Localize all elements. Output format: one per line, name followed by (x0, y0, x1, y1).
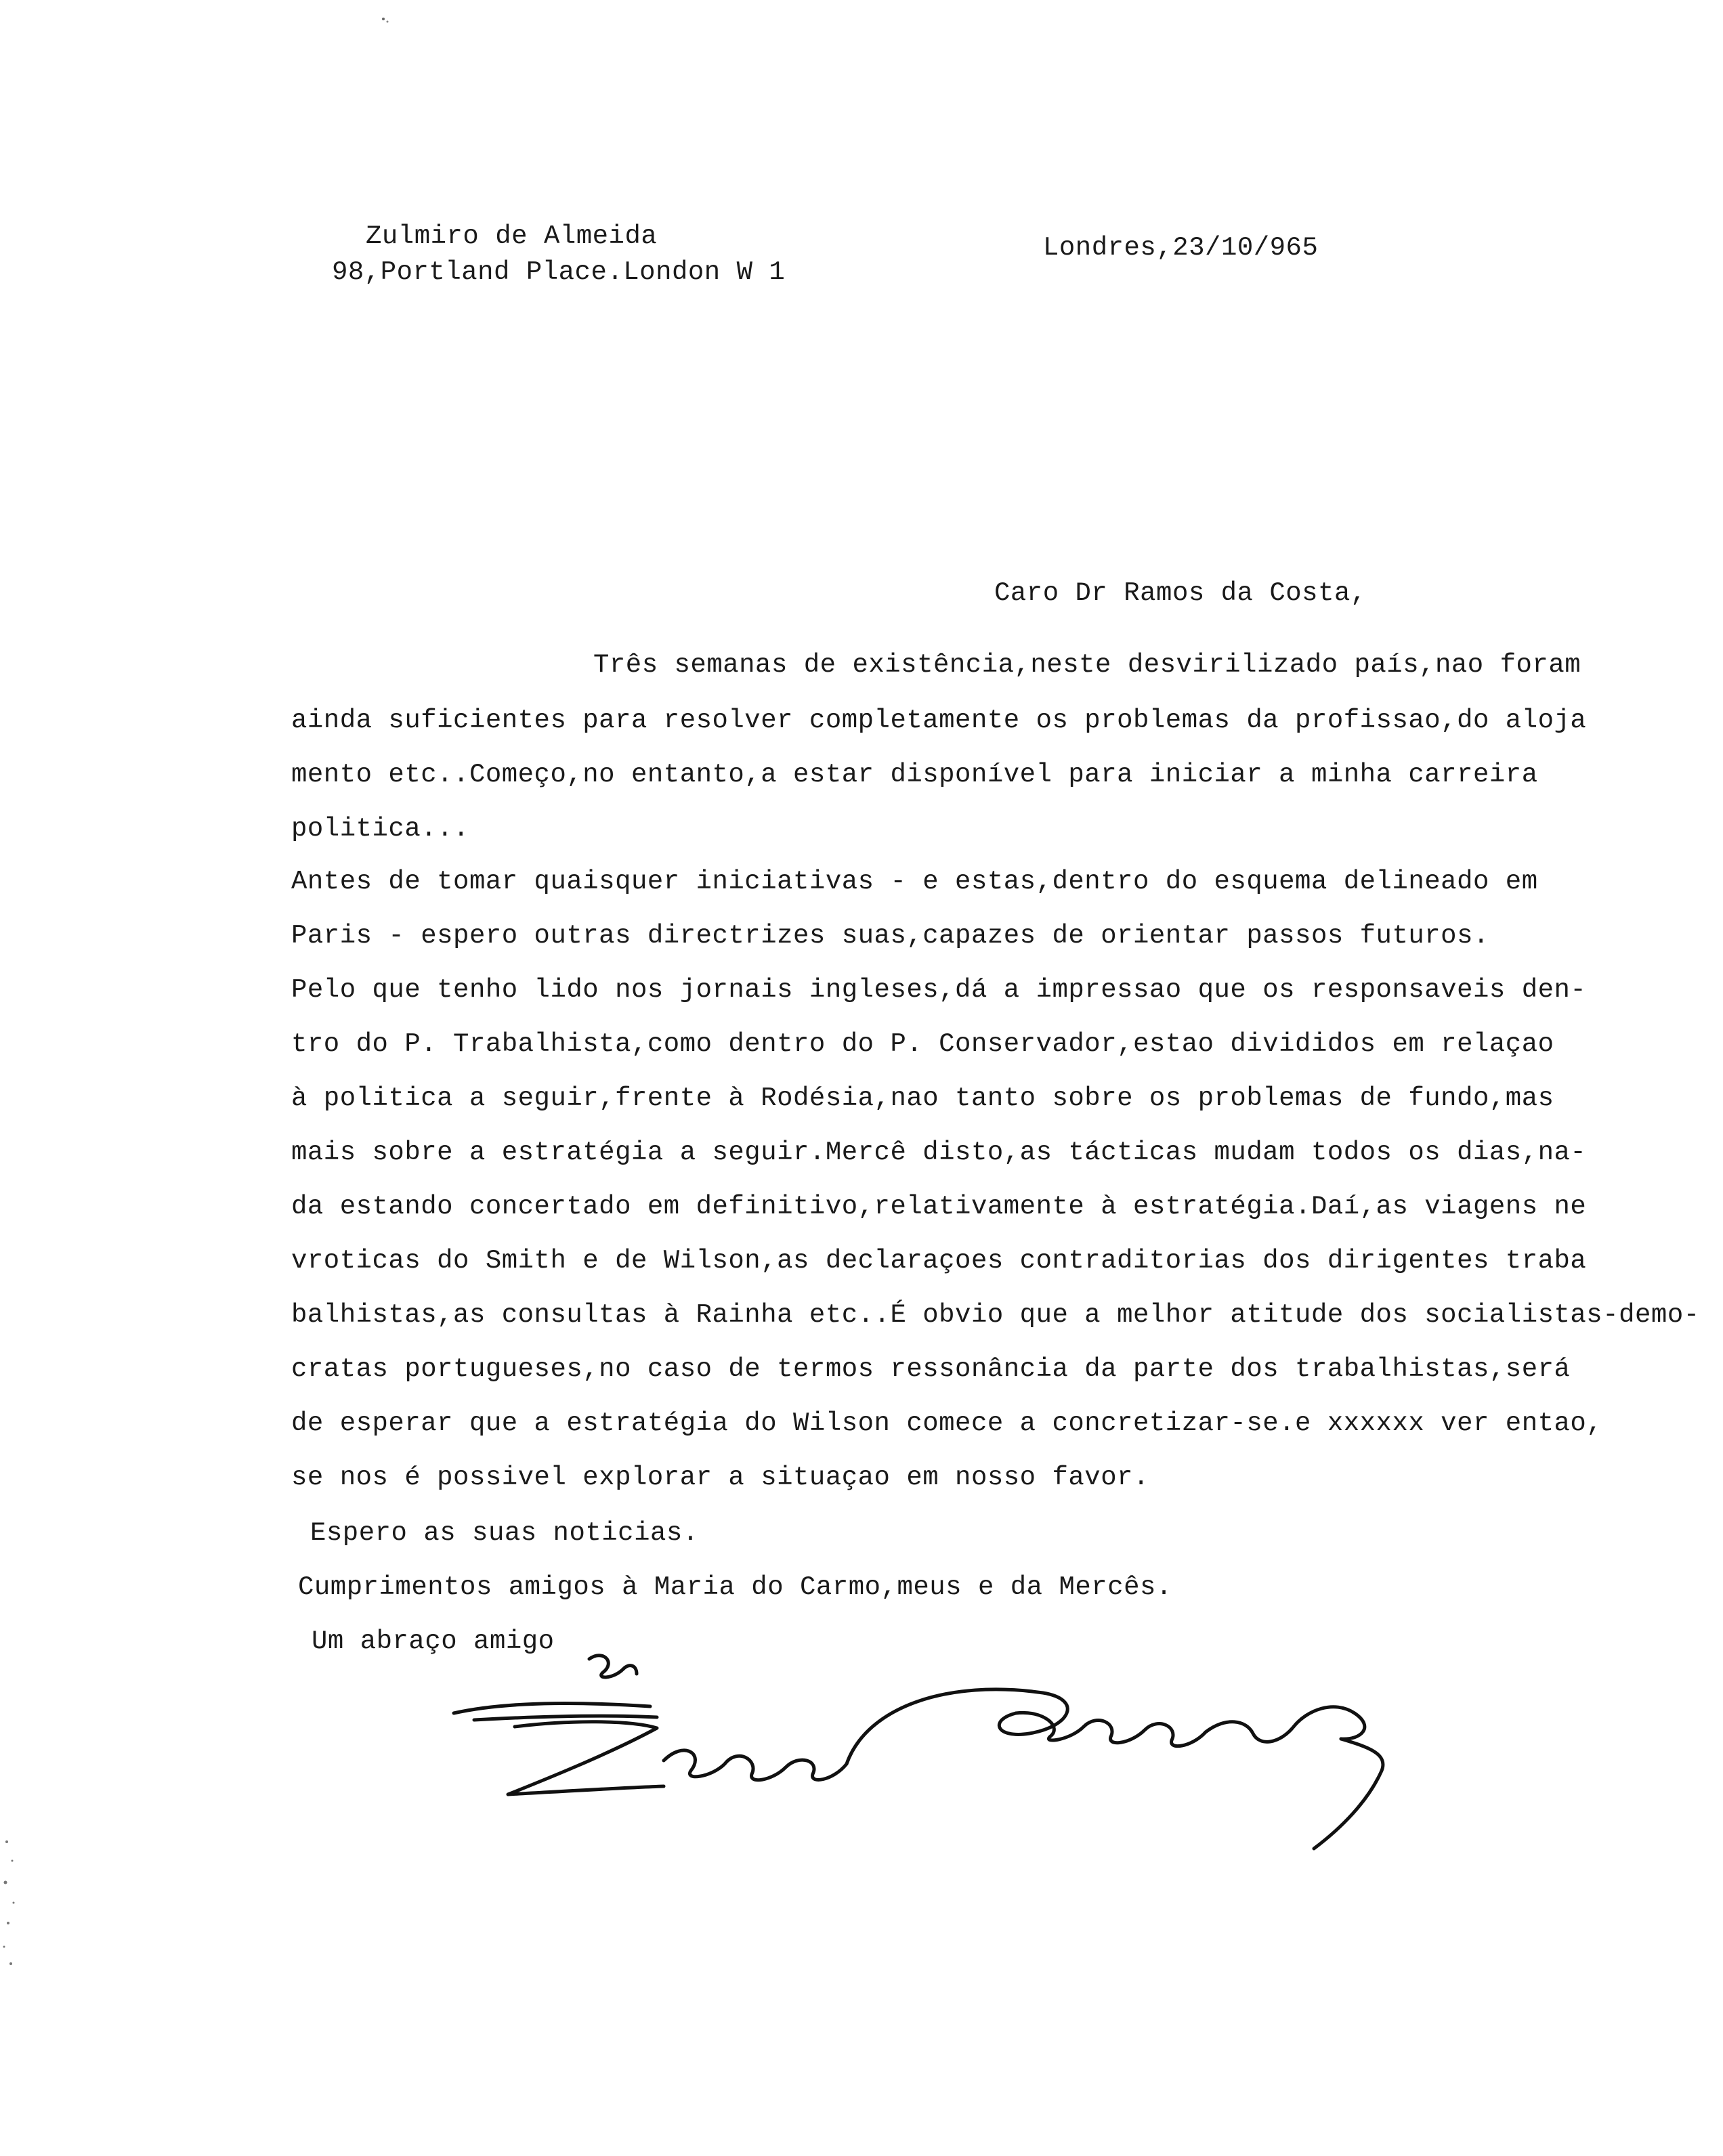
sender-address: 98,Portland Place.London W 1 (332, 257, 786, 287)
scan-speckles (0, 1828, 41, 2031)
body-line: mais sobre a estratégia a seguir.Mercê disto,as tácticas mudam todos os dias,na- (291, 1138, 1587, 1167)
body-line: à politica a seguir,frente à Rodésia,nao tanto sobre os problemas de fundo,mas (291, 1083, 1554, 1113)
letter-date: Londres,23/10/965 (1043, 233, 1319, 263)
sender-name: Zulmiro de Almeida (366, 221, 658, 251)
handwritten-signature (433, 1652, 1476, 1855)
body-line: vroticas do Smith e de Wilson,as declaraçoes contraditorias dos dirigentes traba (291, 1246, 1587, 1276)
body-line: se nos é possivel explorar a situaçao em nosso favor. (291, 1463, 1149, 1492)
body-line: ainda suficientes para resolver completamente os problemas da profissao,do aloja (291, 706, 1587, 735)
closing-line: Espero as suas noticias. (310, 1518, 699, 1548)
body-line: de esperar que a estratégia do Wilson comece a concretizar-se.e xxxxxx ver entao, (291, 1408, 1603, 1438)
body-line: balhistas,as consultas à Rainha etc..É obvio que a melhor atitude dos socialistas-demo- (291, 1300, 1700, 1330)
body-line: Três semanas de existência,neste desvirilizado país,nao foram (593, 650, 1581, 680)
body-line: mento etc..Começo,no entanto,a estar disponível para iniciar a minha carreira (291, 760, 1538, 790)
body-line: da estando concertado em definitivo,relativamente à estratégia.Daí,as viagens ne (291, 1192, 1587, 1222)
body-line: Pelo que tenho lido nos jornais ingleses,dá a impressao que os responsaveis den- (291, 975, 1587, 1005)
salutation: Caro Dr Ramos da Costa, (994, 578, 1367, 608)
body-line: Paris - espero outras directrizes suas,capazes de orientar passos futuros. (291, 921, 1489, 951)
body-line: politica... (291, 814, 469, 844)
body-line: cratas portugueses,no caso de termos ressonância da parte dos trabalhistas,será (291, 1354, 1571, 1384)
closing-line: Um abraço amigo (312, 1626, 555, 1656)
body-line: tro do P. Trabalhista,como dentro do P. Conservador,estao divididos em relaçao (291, 1029, 1554, 1059)
ink-speck (379, 15, 393, 28)
closing-line: Cumprimentos amigos à Maria do Carmo,meus e da Mercês. (298, 1572, 1172, 1602)
body-line: Antes de tomar quaisquer iniciativas - e estas,dentro do esquema delineado em (291, 867, 1538, 897)
